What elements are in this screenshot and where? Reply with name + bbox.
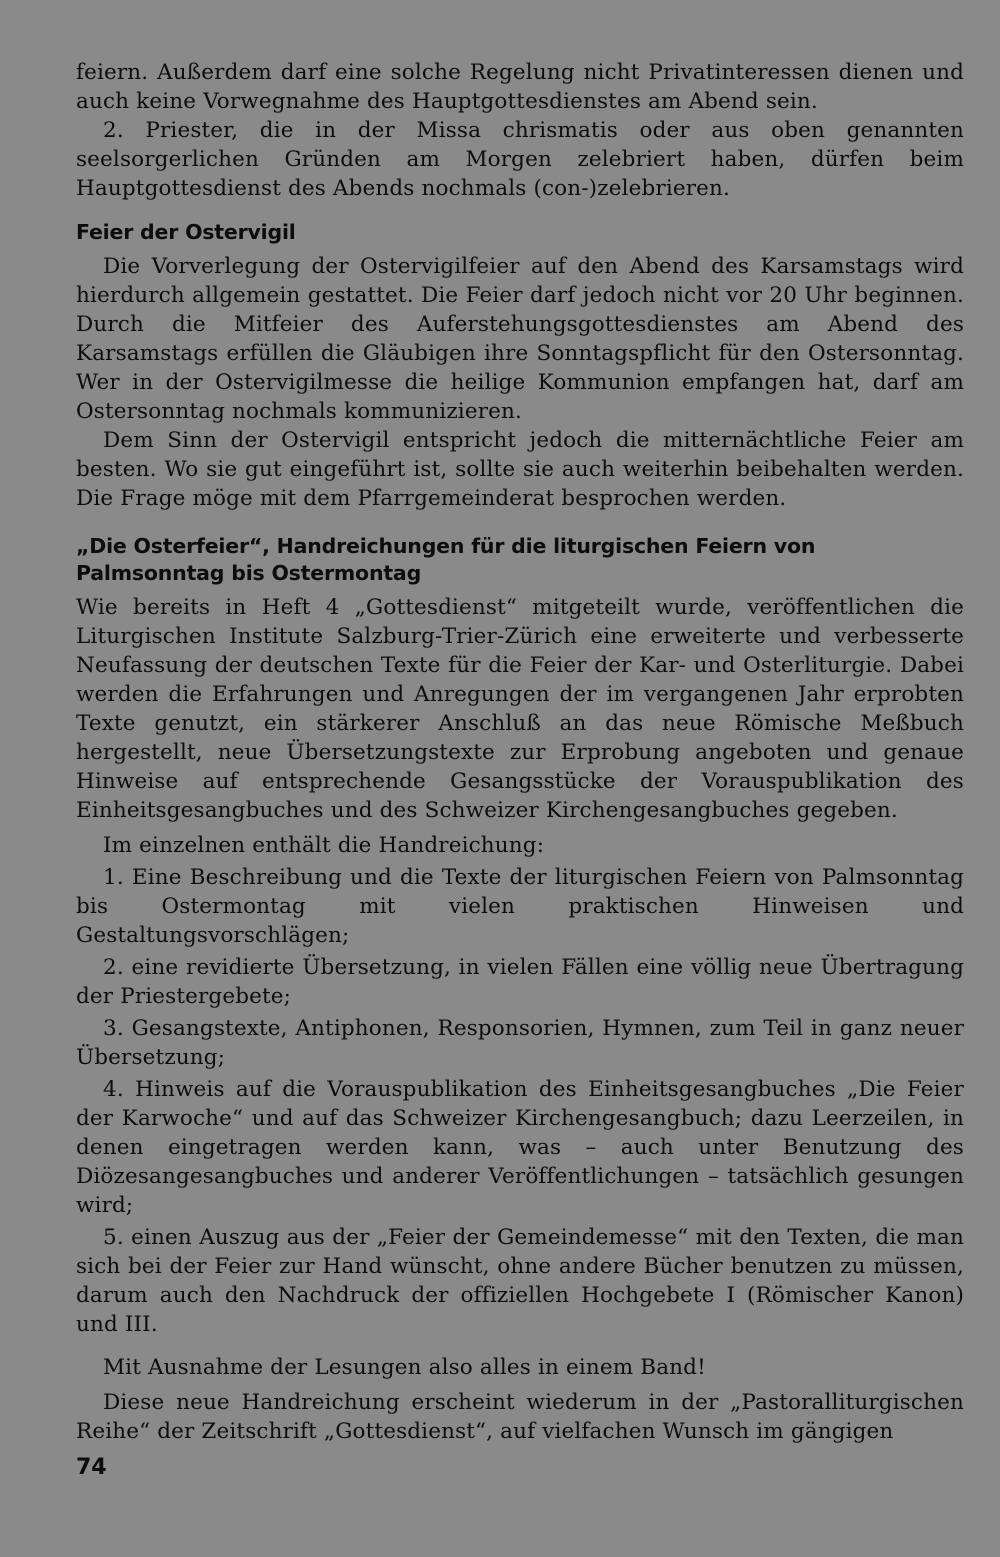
paragraph-osterfeier-lead: Im einzelnen enthält die Handreichung: (103, 833, 545, 858)
paragraph-continuation: feiern. Außerdem darf eine solche Regelung nicht Privatinteressen dienen und auch keine Vorwegnahme des Hauptgottesdienstes am Abend sein. (76, 60, 964, 114)
paragraph-osterfeier-intro: Wie bereits in Heft 4 „Gottesdienst“ mitgeteilt wurde, veröffentlichen die Liturgischen Institute Salzburg-Trier-Zürich eine erweiterte und verbesserte Neufassung der deutschen Texte für die Feier der Kar- und Osterliturgie. Dabei werden die Erfahrungen und Anregungen der im vergangenen Jahr erprobten Texte genutzt, ein stärkerer Anschluß an das neue Römische Meßbuch hergestellt, neue Übersetzungstexte zur Erprobung angeboten und genaue Hinweise auf entsprechende Gesangsstücke der Vorauspublikation des Einheitsgesangbuches und des Schweizer Kirchengesangbuches gegeben. (76, 595, 964, 823)
paragraph-priests: 2. Priester, die in der Missa chrismatis oder aus oben genannten seelsorgerlichen Gründen am Morgen zelebriert haben, dürfen beim Hauptgottesdienst des Abends nochmals (con-)zelebrieren. (76, 118, 964, 201)
paragraph-ostervigil-2: Dem Sinn der Ostervigil entspricht jedoch die mitternächtliche Feier am besten. Wo sie gut eingeführt ist, sollte sie auch weiterhin beibehalten werden. Die Frage möge mit dem Pfarrgemeinderat besprochen werden. (76, 428, 964, 511)
list-item: 5. einen Auszug aus der „Feier der Gemeindemesse“ mit den Texten, die man sich bei der Feier zur Hand wünscht, ohne andere Bücher benutzen zu müssen, darum auch den Nachdruck der offiziellen Hochgebete I (Römischer Kanon) und III. (76, 1225, 964, 1337)
page-number: 74 (76, 1455, 107, 1480)
heading-ostervigil: Feier der Ostervigil (76, 220, 296, 244)
heading-osterfeier: „Die Osterfeier“, Handreichungen für die liturgischen Feiern von Palmsonntag bis Ostermontag (76, 534, 816, 585)
document-page (76, 58, 964, 1446)
paragraph-closing-1: Mit Ausnahme der Lesungen also alles in einem Band! (103, 1355, 706, 1380)
list-item: 2. eine revidierte Übersetzung, in vielen Fällen eine völlig neue Übertragung der Priestergebete; (76, 955, 964, 1009)
list-item: 4. Hinweis auf die Vorauspublikation des Einheitsgesangbuches „Die Feier der Karwoche“ und auf das Schweizer Kirchengesangbuch; dazu Leerzeilen, in denen eingetragen werden kann, was – auch unter Benutzung des Diözesangesangbuches und anderer Veröffentlichungen – tatsächlich gesungen wird; (76, 1077, 964, 1218)
paragraph-closing-2: Diese neue Handreichung erscheint wiederum in der „Pastoralliturgischen Reihe“ der Zeitschrift „Gottesdienst“, auf vielfachen Wunsch im gängigen (76, 1390, 964, 1444)
list-item: 1. Eine Beschreibung und die Texte der liturgischen Feiern von Palmsonntag bis Ostermontag mit vielen praktischen Hinweisen und Gestaltungsvorschlägen; (76, 865, 964, 948)
paragraph-ostervigil-1: Die Vorverlegung der Ostervigilfeier auf den Abend des Karsamstags wird hierdurch allgemein gestattet. Die Feier darf jedoch nicht vor 20 Uhr beginnen. Durch die Mitfeier des Auferstehungsgottesdienstes am Abend des Karsamstags erfüllen die Gläubigen ihre Sonntagspflicht für den Ostersonntag. Wer in der Ostervigilmesse die heilige Kommunion empfangen hat, darf am Ostersonntag nochmals kommunizieren. (76, 254, 964, 424)
list-item: 3. Gesangstexte, Antiphonen, Responsorien, Hymnen, zum Teil in ganz neuer Übersetzung; (76, 1016, 964, 1070)
